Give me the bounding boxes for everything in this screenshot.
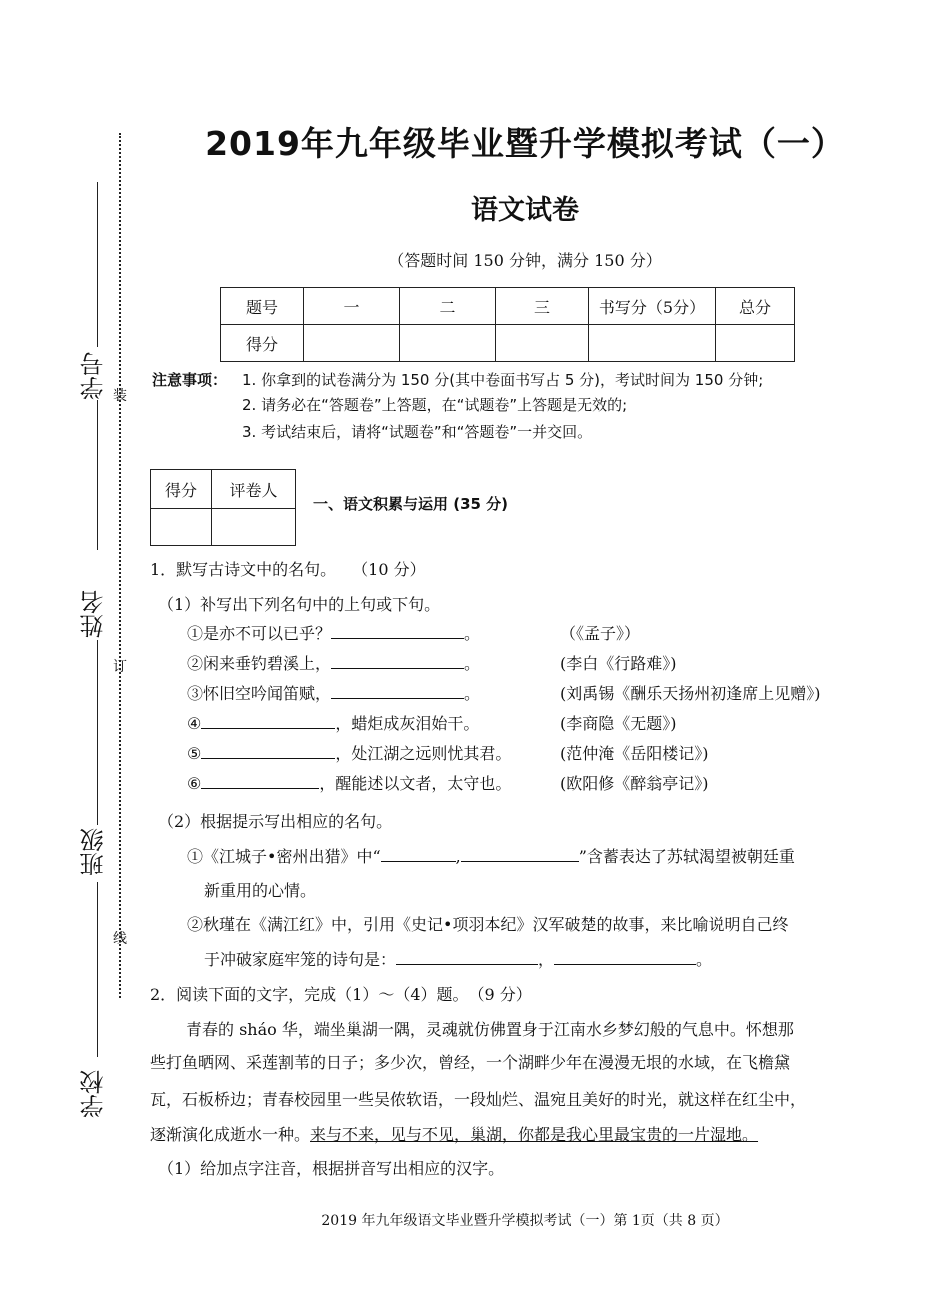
score-table-row-label: 得分 [221, 325, 304, 362]
score-cell [400, 325, 496, 362]
grader-name-cell [212, 509, 296, 546]
q1-item-2-source: (李白《行路难》) [560, 654, 677, 673]
score-table [220, 287, 795, 362]
passage-line-2: 些打鱼晒网、采莲割苇的日子；多少次，曾经，一个湖畔少年在漫漫无垠的水域，在飞檐黛 [150, 1053, 791, 1072]
grader-table [150, 469, 296, 546]
bind-mark-zhuang: 装 [113, 388, 127, 404]
exam-title: 2019年九年级毕业暨升学模拟考试（一） [205, 124, 845, 163]
answer-blank[interactable] [331, 682, 464, 699]
score-cell [589, 325, 716, 362]
grader-score-label: 得分 [151, 470, 212, 509]
q1-item-3: ③怀旧空吟闻笛赋， 。 [187, 684, 481, 703]
answer-blank[interactable] [201, 712, 335, 729]
q1-item-4-source: (李商隐《无题》) [560, 714, 677, 733]
score-cell [716, 325, 795, 362]
q2-sub1: （1）给加点字注音，根据拼音写出相应的汉字。 [158, 1159, 505, 1178]
answer-blank[interactable] [331, 652, 464, 669]
notice-item-3: 3. 考试结束后，请将“试题卷”和“答题卷”一并交回。 [242, 423, 593, 441]
name-label: 姓名 [80, 590, 108, 638]
underlined-sentence: 来与不来，见与不见，巢湖，你都是我心里最宝贵的一片湿地。 [310, 1125, 759, 1144]
class-label: 班级 [80, 828, 108, 876]
q1-item-6: ⑥ ，醒能述以文者，太守也。 [187, 774, 512, 793]
class-line-top [97, 640, 98, 825]
time-info: （答题时间 150 分钟，满分 150 分） [388, 251, 662, 270]
bind-mark-xian: 线 [113, 931, 127, 947]
q1-part2-item-2: ②秋瑾在《满江红》中，引用《史记•项羽本纪》汉军破楚的故事，来比喻说明自己终 [187, 915, 789, 934]
school-label: 学校 [80, 1070, 108, 1118]
q1-part2-item-1-cont: 新重用的心情。 [204, 881, 317, 900]
score-table-header-cell: 三 [496, 288, 589, 325]
answer-blank[interactable] [461, 845, 579, 862]
school-line-top [97, 882, 98, 1057]
name-line-top [97, 400, 98, 550]
q1-part1-title: （1）补写出下列名句中的上句或下句。 [158, 595, 441, 614]
grader-name-label: 评卷人 [212, 470, 296, 509]
student-id-label: 学号 [80, 352, 108, 400]
score-cell [304, 325, 400, 362]
section-1-title: 一、语文积累与运用 (35 分) [313, 495, 509, 513]
answer-blank[interactable] [381, 845, 456, 862]
binding-dotted-line [119, 133, 121, 998]
score-table-header-cell: 二 [400, 288, 496, 325]
answer-blank[interactable] [396, 948, 538, 965]
q1-item-4: ④ ，蜡炬成灰泪始干。 [187, 714, 480, 733]
notice-item-1: 1. 你拿到的试卷满分为 150 分(其中卷面书写占 5 分)，考试时间为 150 分钟; [242, 371, 764, 389]
score-cell [496, 325, 589, 362]
grader-score-cell [151, 509, 212, 546]
score-table-header-cell: 总分 [716, 288, 795, 325]
answer-blank[interactable] [554, 948, 696, 965]
passage-line-1: 青春的 sháo 华，端坐巢湖一隅，灵魂就仿佛置身于江南水乡梦幻般的气息中。怀想那 [186, 1020, 794, 1039]
q1-part2-item-2-cont: 于冲破家庭牢笼的诗句是： ， 。 [204, 950, 713, 969]
answer-blank[interactable] [331, 622, 464, 639]
q1-item-1-source: （《孟子》） [560, 624, 641, 643]
passage-line-4: 逐渐演化成逝水一种。来与不来，见与不见，巢湖，你都是我心里最宝贵的一片湿地。 [150, 1125, 759, 1144]
score-table-header-cell: 书写分（5分） [589, 288, 716, 325]
paper-subtitle: 语文试卷 [471, 195, 579, 226]
score-table-header-cell: 一 [304, 288, 400, 325]
notice-item-2: 2. 请务必在“答题卷”上答题，在“试题卷”上答题是无效的; [242, 396, 628, 414]
q1-title: 1．默写古诗文中的名句。 （10 分） [150, 560, 426, 579]
q1-item-5: ⑤ ，处江湖之远则忧其君。 [187, 744, 512, 763]
q1-part2-title: （2）根据提示写出相应的名句。 [158, 812, 393, 831]
q2-title: 2．阅读下面的文字，完成（1）～（4）题。 （9 分） [150, 985, 532, 1004]
bind-mark-ding: 订 [113, 659, 127, 675]
q1-part2-item-1: ①《江城子•密州出猎》中“ , ”含蓄表达了苏轼渴望被朝廷重 [187, 847, 795, 866]
passage-line-3: 瓦，石板桥边；青春校园里一些吴侬软语，一段灿烂、温宛且美好的时光，就这样在红尘中， [150, 1090, 807, 1109]
page-footer: 2019 年九年级语文毕业暨升学模拟考试（一）第 1页（共 8 页） [321, 1213, 729, 1229]
q1-item-3-source: (刘禹锡《酬乐天扬州初逢席上见赠》) [560, 684, 821, 703]
q1-item-1: ①是亦不可以已乎？ 。 [187, 624, 481, 643]
q1-item-6-source: (欧阳修《醉翁亭记》) [560, 774, 709, 793]
student-id-line [97, 182, 98, 347]
q1-item-2: ②闲来垂钓碧溪上， 。 [187, 654, 481, 673]
notice-label: 注意事项： [152, 371, 228, 389]
q1-item-5-source: (范仲淹《岳阳楼记》) [560, 744, 709, 763]
score-table-header-cell: 题号 [221, 288, 304, 325]
answer-blank[interactable] [201, 772, 319, 789]
answer-blank[interactable] [201, 742, 335, 759]
